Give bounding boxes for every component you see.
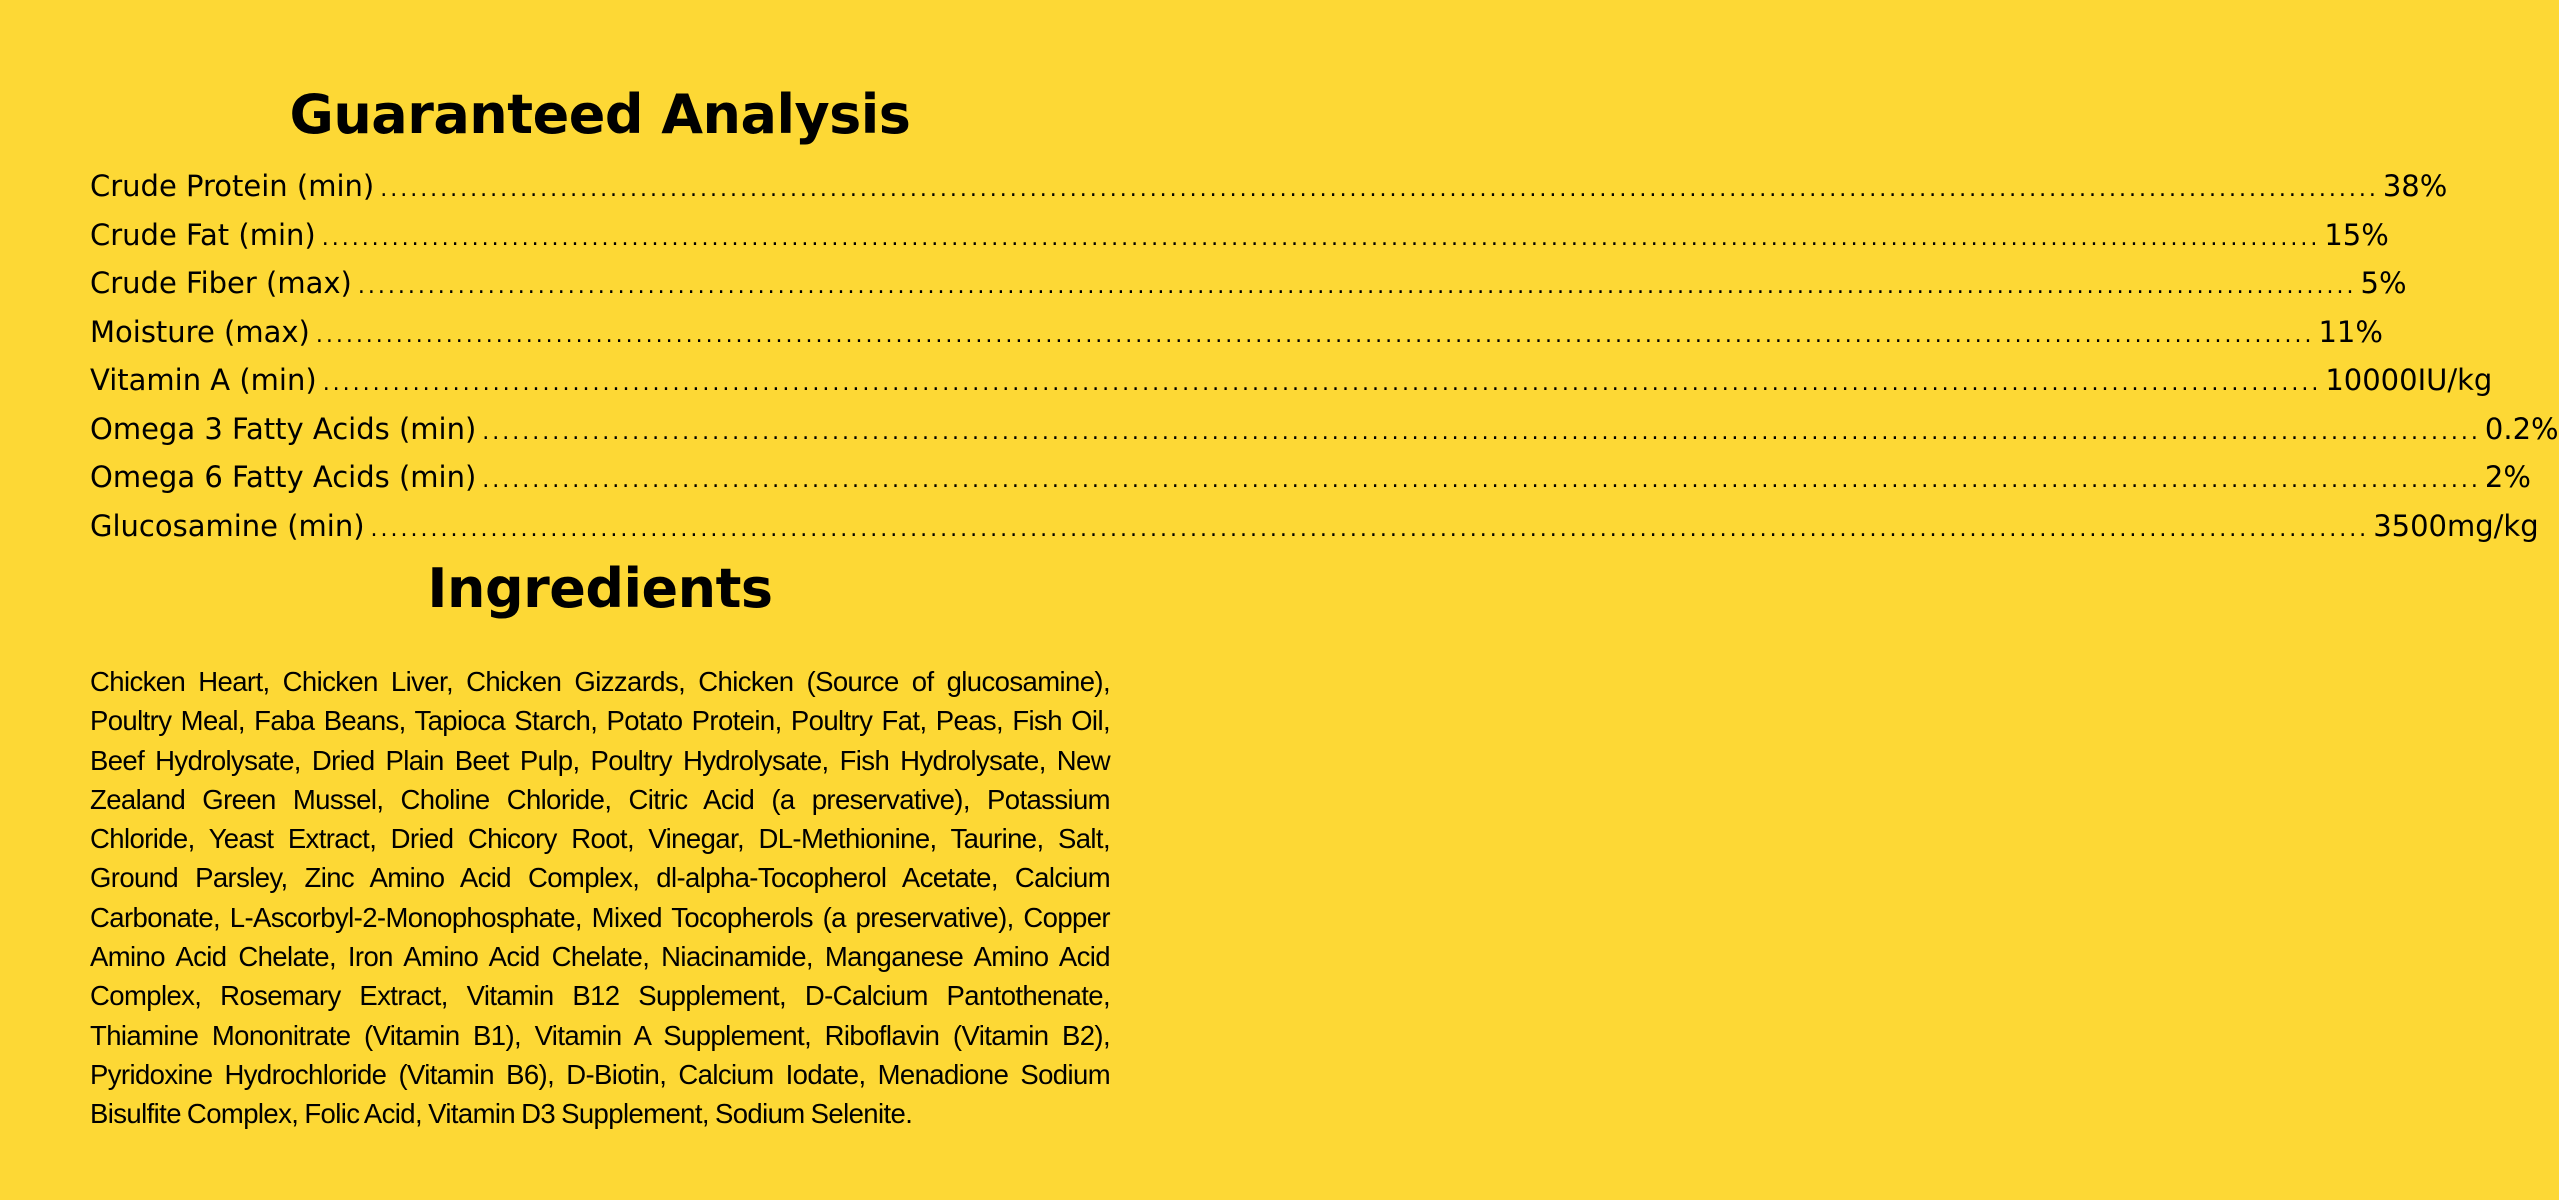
dot-leader: ........................................................................................................................................................................................................: [315, 322, 2315, 348]
analysis-label: Vitamin A (min): [90, 363, 317, 397]
analysis-value: 11%: [2318, 314, 2383, 349]
analysis-row-crude-fiber: [90, 259, 2407, 308]
analysis-label: Omega 3 Fatty Acids (min): [90, 411, 477, 446]
analysis-label: Crude Protein (min): [90, 169, 375, 203]
analysis-label: Moisture (max): [90, 314, 310, 349]
analysis-value: 2%: [2484, 460, 2531, 494]
guaranteed-analysis-heading: Guaranteed Analysis: [289, 83, 911, 146]
ingredients-paragraph: Chicken Heart, Chicken Liver, Chicken Gizzards, Chicken (Source of glucosamine), Poultry Meal, Faba Beans, Tapioca Starch, Potato Protein, Poultry Fat, Peas, Fish Oil, Beef Hydrolysate, Dried Plain Beet Pulp, Poultry Hydrolysate, Fish Hydrolysate, New Zealand Green Mussel, Choline Chloride, Citric Acid (a preservative), Potassium Chloride, Yeast Extract, Dried Chicory Root, Vinegar, DL-Methionine, Taurine, Salt, Ground Parsley, Zinc Amino Acid Complex, dl-alpha-Tocopherol Acetate, Calcium Carbonate, L-Ascorbyl-2-Monophosphate, Mixed Tocopherols (a preservative), Copper Amino Acid Chelate, Iron Amino Acid Chelate, Niacinamide, Manganese Amino Acid Complex, Rosemary Extract, Vitamin B12 Supplement, D-Calcium Pantothenate, Thiamine Mononitrate (Vitamin B1), Vitamin A Supplement, Riboflavin (Vitamin B2), Pyridoxine Hydrochloride (Vitamin B6), D-Biotin, Calcium Iodate, Menadione Sodium Bisulfite Complex, Folic Acid, Vitamin D3 Supplement, Sodium Selenite.: [90, 666, 1110, 1130]
nutrition-panel: [90, 80, 2559, 1134]
analysis-label: Glucosamine (min): [90, 508, 365, 543]
analysis-row-moisture: [90, 308, 2383, 357]
analysis-value: 5%: [2360, 266, 2407, 300]
analysis-row-vitamin-a: [90, 356, 2493, 405]
analysis-row-omega-3: [90, 405, 2559, 454]
dot-leader: ........................................................................................................................................................................................................: [321, 225, 2321, 251]
analysis-value: 3500mg/kg: [2373, 508, 2539, 543]
dot-leader: ........................................................................................................................................................................................................: [482, 468, 2481, 493]
analysis-row-crude-protein: [90, 162, 2448, 211]
analysis-row-glucosamine: [90, 502, 2539, 551]
dot-leader: ........................................................................................................................................................................................................: [322, 371, 2322, 396]
analysis-list: [90, 162, 2559, 550]
analysis-value: 38%: [2382, 169, 2448, 203]
analysis-value: 15%: [2324, 217, 2389, 252]
ingredients-heading: Ingredients: [427, 557, 773, 620]
analysis-row-crude-fat: [90, 211, 2389, 260]
dot-leader: ........................................................................................................................................................................................................: [357, 274, 2357, 299]
dot-leader: ........................................................................................................................................................................................................: [370, 516, 2370, 542]
dot-leader: ........................................................................................................................................................................................................: [380, 177, 2379, 202]
analysis-value: 0.2%: [2484, 411, 2559, 446]
analysis-label: Omega 6 Fatty Acids (min): [90, 460, 477, 494]
analysis-value: 10000IU/kg: [2325, 363, 2493, 397]
analysis-row-omega-6: [90, 453, 2531, 502]
analysis-label: Crude Fat (min): [90, 217, 316, 252]
analysis-label: Crude Fiber (max): [90, 266, 352, 300]
dot-leader: ........................................................................................................................................................................................................: [482, 419, 2481, 445]
